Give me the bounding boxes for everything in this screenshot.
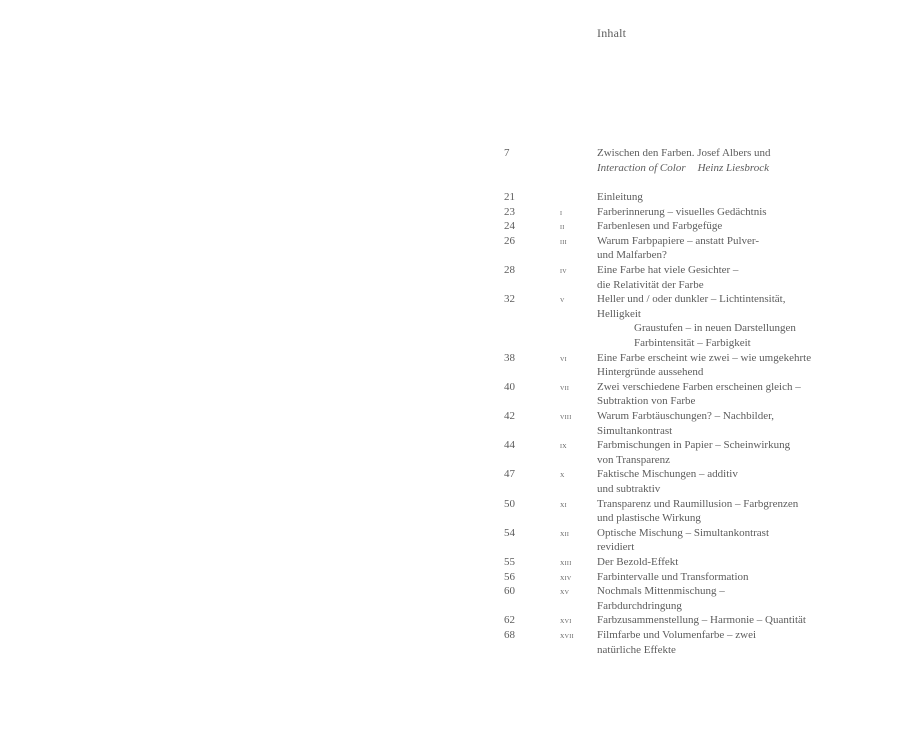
toc-page-number: 38 — [504, 351, 515, 364]
toc-entry-text — [597, 613, 857, 628]
toc-line: Zwei verschiedene Farben erscheinen gleich – — [597, 380, 801, 393]
toc-line: Transparenz und Raumillusion – Farbgrenzen — [597, 497, 799, 510]
toc-line: Faktische Mischungen – additiv — [597, 468, 738, 481]
toc-line: und plastische Wirkung — [597, 512, 701, 525]
toc-entry-text — [597, 438, 857, 467]
toc-page-number: 21 — [504, 191, 515, 203]
toc-subline: Graustufen – in neuen Darstellungen — [634, 322, 796, 335]
toc-line: Eine Farbe hat viele Gesichter – — [597, 264, 739, 276]
toc-page-number: 50 — [504, 497, 515, 510]
toc-page-number: 56 — [504, 570, 515, 583]
toc-chapter-numeral: xi — [560, 498, 567, 509]
intro-italic-title: Interaction of Color — [597, 161, 686, 174]
toc-line: Subtraktion von Farbe — [597, 395, 696, 408]
toc-line: Der Bezold-Effekt — [597, 556, 679, 568]
toc-page-number: 62 — [504, 614, 515, 627]
toc-chapter-numeral: viii — [560, 411, 572, 421]
toc-chapter-numeral: xvii — [560, 630, 574, 640]
toc-entry-text — [597, 526, 857, 555]
toc-page-number: 28 — [504, 264, 515, 276]
toc-line: und Malfarben? — [597, 249, 667, 262]
toc-line: Zwischen den Farben. Josef Albers und — [597, 147, 771, 159]
toc-line: von Transparenz — [597, 453, 671, 466]
toc-page-number: 7 — [504, 147, 510, 159]
page-title: Inhalt — [597, 26, 627, 40]
toc-line: Nochmals Mittenmischung – — [597, 585, 725, 598]
toc-entry-text — [597, 380, 857, 409]
toc-entry-text — [597, 190, 857, 205]
toc-line: Farbintervalle und Transformation — [597, 570, 749, 583]
toc-entry-text — [597, 351, 857, 380]
toc-entry-text — [597, 234, 857, 263]
toc-line: und subtraktiv — [597, 482, 661, 495]
toc-chapter-numeral: vii — [560, 381, 570, 392]
toc-line: Warum Farbtäuschungen? – Nachbilder, — [597, 410, 775, 422]
toc-entry-text — [597, 628, 857, 657]
toc-line: Simultankontrast — [597, 424, 673, 437]
toc-page-number: 44 — [504, 439, 515, 452]
toc-page-number: 47 — [504, 468, 515, 481]
toc-chapter-numeral: iv — [560, 265, 567, 275]
toc-page-number: 26 — [504, 234, 515, 247]
toc-line: natürliche Effekte — [597, 643, 676, 656]
toc-chapter-numeral: ii — [560, 221, 565, 232]
toc-chapter-numeral: xiii — [560, 557, 572, 567]
toc-chapter-numeral: v — [560, 294, 565, 305]
toc-entry-text — [597, 263, 857, 292]
toc-line: Eine Farbe erscheint wie zwei – wie umgekehrte — [597, 351, 812, 364]
toc-chapter-numeral: x — [560, 469, 565, 480]
toc-page-number: 60 — [504, 585, 515, 598]
toc-line: Filmfarbe und Volumenfarbe – zwei — [597, 629, 757, 641]
toc-entry-text — [597, 570, 857, 585]
toc-line: revidiert — [597, 541, 635, 554]
toc-page-number: 54 — [504, 526, 515, 539]
toc-entry-text — [597, 467, 857, 496]
toc-page-number: 32 — [504, 293, 515, 306]
toc-page-number: 55 — [504, 556, 515, 568]
toc-entry-text — [597, 219, 857, 234]
toc-chapter-numeral: ix — [560, 440, 567, 451]
toc-chapter-numeral: xiv — [560, 571, 572, 582]
toc-entry-text — [597, 292, 857, 350]
toc-chapter-numeral: xv — [560, 586, 570, 597]
toc-line: Farbenlesen und Farbgefüge — [597, 220, 723, 233]
toc-entry-text — [597, 205, 857, 220]
toc-page-number: 68 — [504, 629, 515, 641]
toc-subline: Farbintensität – Farbigkeit — [634, 336, 751, 349]
toc-page-number: 40 — [504, 380, 515, 393]
toc-line: Hintergründe aussehend — [597, 366, 704, 379]
toc-line: Farbmischungen in Papier – Scheinwirkung — [597, 439, 791, 452]
toc-line: Helligkeit — [597, 307, 641, 320]
toc-chapter-numeral: vi — [560, 352, 567, 363]
toc-entry-text — [597, 584, 857, 613]
toc-line: Einleitung — [597, 191, 643, 203]
toc-intro-text — [597, 146, 857, 175]
toc-entry-text — [597, 555, 857, 570]
toc-line — [597, 161, 857, 176]
toc-chapter-numeral: iii — [560, 235, 567, 246]
toc-page-number: 24 — [504, 220, 515, 233]
toc-chapter-numeral: xii — [560, 527, 570, 538]
toc-line: Heller und / oder dunkler – Lichtintensität, — [597, 293, 786, 306]
toc-entry-text — [597, 409, 857, 438]
toc-chapter-numeral: i — [560, 206, 563, 217]
toc-line: Optische Mischung – Simultankontrast — [597, 526, 770, 539]
toc-line: Warum Farbpapiere – anstatt Pulver- — [597, 234, 760, 247]
toc-page-number: 23 — [504, 205, 515, 218]
toc-line: Farberinnerung – visuelles Gedächtnis — [597, 205, 767, 218]
toc-line: Farbzusammenstellung – Harmonie – Quantität — [597, 614, 806, 627]
toc-page-number: 42 — [504, 410, 515, 422]
toc-line: die Relativität der Farbe — [597, 278, 704, 291]
toc-line: Farbdurchdringung — [597, 599, 682, 612]
toc-chapter-numeral: xvi — [560, 615, 572, 626]
toc-entry-text — [597, 497, 857, 526]
intro-author: Heinz Liesbrock — [697, 161, 769, 174]
